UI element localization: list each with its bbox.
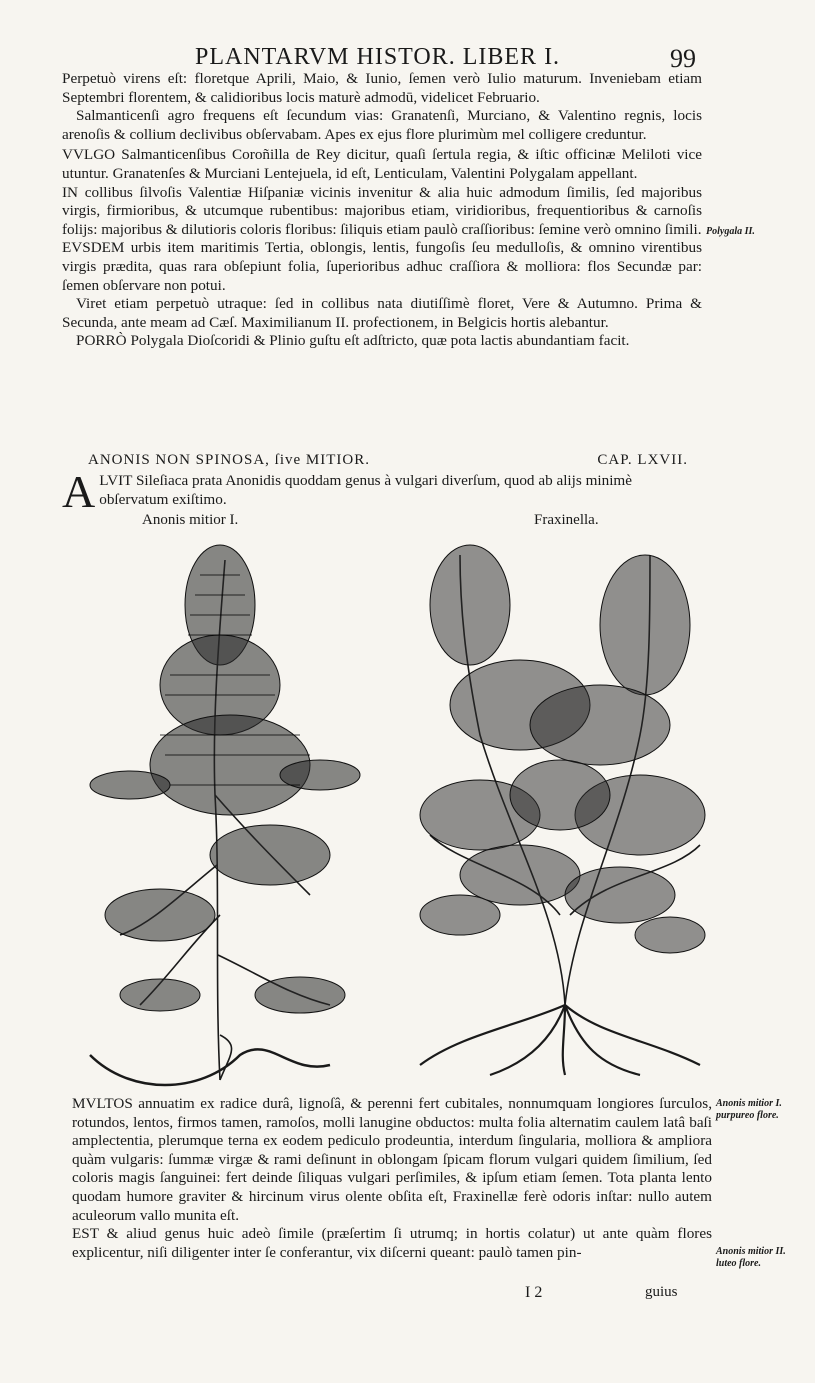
paragraph-7: PORRÒ Polygala Dioſcoridi & Plinio guſtu eſt adſtricto, quæ pota lactis abundantiam facit.: [76, 332, 630, 350]
chapter-title: ANONIS NON SPINOSA, ſive MITIOR.: [88, 452, 371, 468]
paragraph-3: VVLGO Salmanticenſibus Coroñilla de Rey dicitur, quaſi ſertula regia, & iſtic officinæ Meliloti vice utuntur. Granatenſes & Murciani Lentejuela, id eſt, Lenticulam, Valentini Polygalam appellant.: [62, 146, 702, 182]
paragraph-1: Perpetuò virens eſt: floretque Aprili, Maio, & Iunio, ſemen verò Iulio maturum. Inveniebam etiam Septembri florentem, & calidioribus locis maturè admodū, videlicet Februario.: [62, 70, 702, 106]
paragraph-6: Viret etiam perpetuò utraque: ſed in collibus nata diutiſſimè floret, Vere & Autumno. Prima & Secunda, ante meam ad Cæſ. Maximilianum II. profectionem, in Belgicis hortis alebantur.: [62, 295, 702, 331]
top-text-block: [62, 70, 702, 351]
paragraph-4: IN collibus ſilvoſis Valentiæ Hiſpaniæ vicinis invenitur & alia huic admodum ſimilis, ſed majoribus virgis, firmioribus, & utcumque rubentibus: majoribus etiam, viridioribus, frequentioribus & carnoſis folijs: majoribus & dilutioris coloris floribus: ſiliquis etiam paulò craſſioribus: ſemine verò omnino ſimili.: [62, 183, 702, 238]
paragraph-5: EVSDEM urbis item maritimis Tertia, oblongis, lentis, fungoſis ſeu medulloſis, & omnino virentibus virgis prædita, quas rara obſepiunt folia, ſuperioribus adhuc craſſiora & molliora: flos Secundæ par: ſemen obſervare non potui.: [62, 239, 702, 294]
figure-caption-right: Fraxinella.: [534, 512, 599, 528]
margin-note-anonis-purpureo: Anonis mitior I. purpureo flore.: [716, 1098, 782, 1121]
signature-mark: I 2: [525, 1284, 543, 1301]
figure-caption-left: Anonis mitior I.: [142, 512, 239, 528]
intro-paragraph: [62, 466, 702, 517]
bottom-text-block: [72, 1095, 712, 1262]
intro-text: LVIT Sileſiaca prata Anonidis quoddam genus à vulgari diverſum, quod ab alijs minimè obſervatum exiſtimo.: [99, 472, 632, 508]
woodcut-fraxinella-illustration: [400, 535, 715, 1080]
chapter-number: CAP. LXVII.: [597, 452, 688, 468]
margin-note-anonis-luteo: Anonis mitior II. luteo flore.: [716, 1246, 786, 1269]
page-number: 99: [670, 44, 696, 73]
drop-cap: A: [62, 466, 96, 517]
margin-note-polygala: Polygala II.: [706, 226, 755, 237]
catchword: guius: [645, 1284, 678, 1300]
second-kind-paragraph: EST & aliud genus huic adeò ſimile (præſertim ſi utrumq; in hortis colatur) ut ante quàm flores explicentur, niſi diligenter inter ſe conferantur, vix diſcerni queant: paulò tamen pin-: [72, 1225, 712, 1261]
running-head: PLANTARVM HISTOR. LIBER I.: [195, 44, 561, 70]
paragraph-2: Salmanticenſi agro frequens eſt ſecundum vias: Granatenſi, Murciano, & Valentino regnis, locis arenoſis & collium declivibus obſervabam. Apes ex ejus flore plurimùm mel colligere creduntur.: [62, 107, 702, 143]
description-paragraph: MVLTOS annuatim ex radice durâ, lignoſâ, & perenni fert cubitales, nonnumquam longiores ſurculos, rotundos, lentos, firmos tamen, ramoſos, molli lanugine obductos: multa folia alternatim caulem latâ baſi amplectentia, plerumque terna ex eodem pediculo prodeuntia, interdum ſingularia, molliora & ampliora quàm vulgaris: ſummæ virgæ & rami deſinunt in oblongam ſpicam florum vulgari quidem ſimilium, ſed coloris magis ſanguinei: fert deinde ſiliquas vulgari perſimiles, & ipſum etiam ſemen. Tota planta lento quodam humore graviter & hircinum virus olente obſita eſt, Fraxinellæ ferè odoris inſtar: nullo autem aculeorum vallo munita eſt.: [72, 1095, 712, 1224]
woodcut-anonis-illustration: [70, 535, 370, 1095]
chapter-heading: [88, 452, 688, 469]
